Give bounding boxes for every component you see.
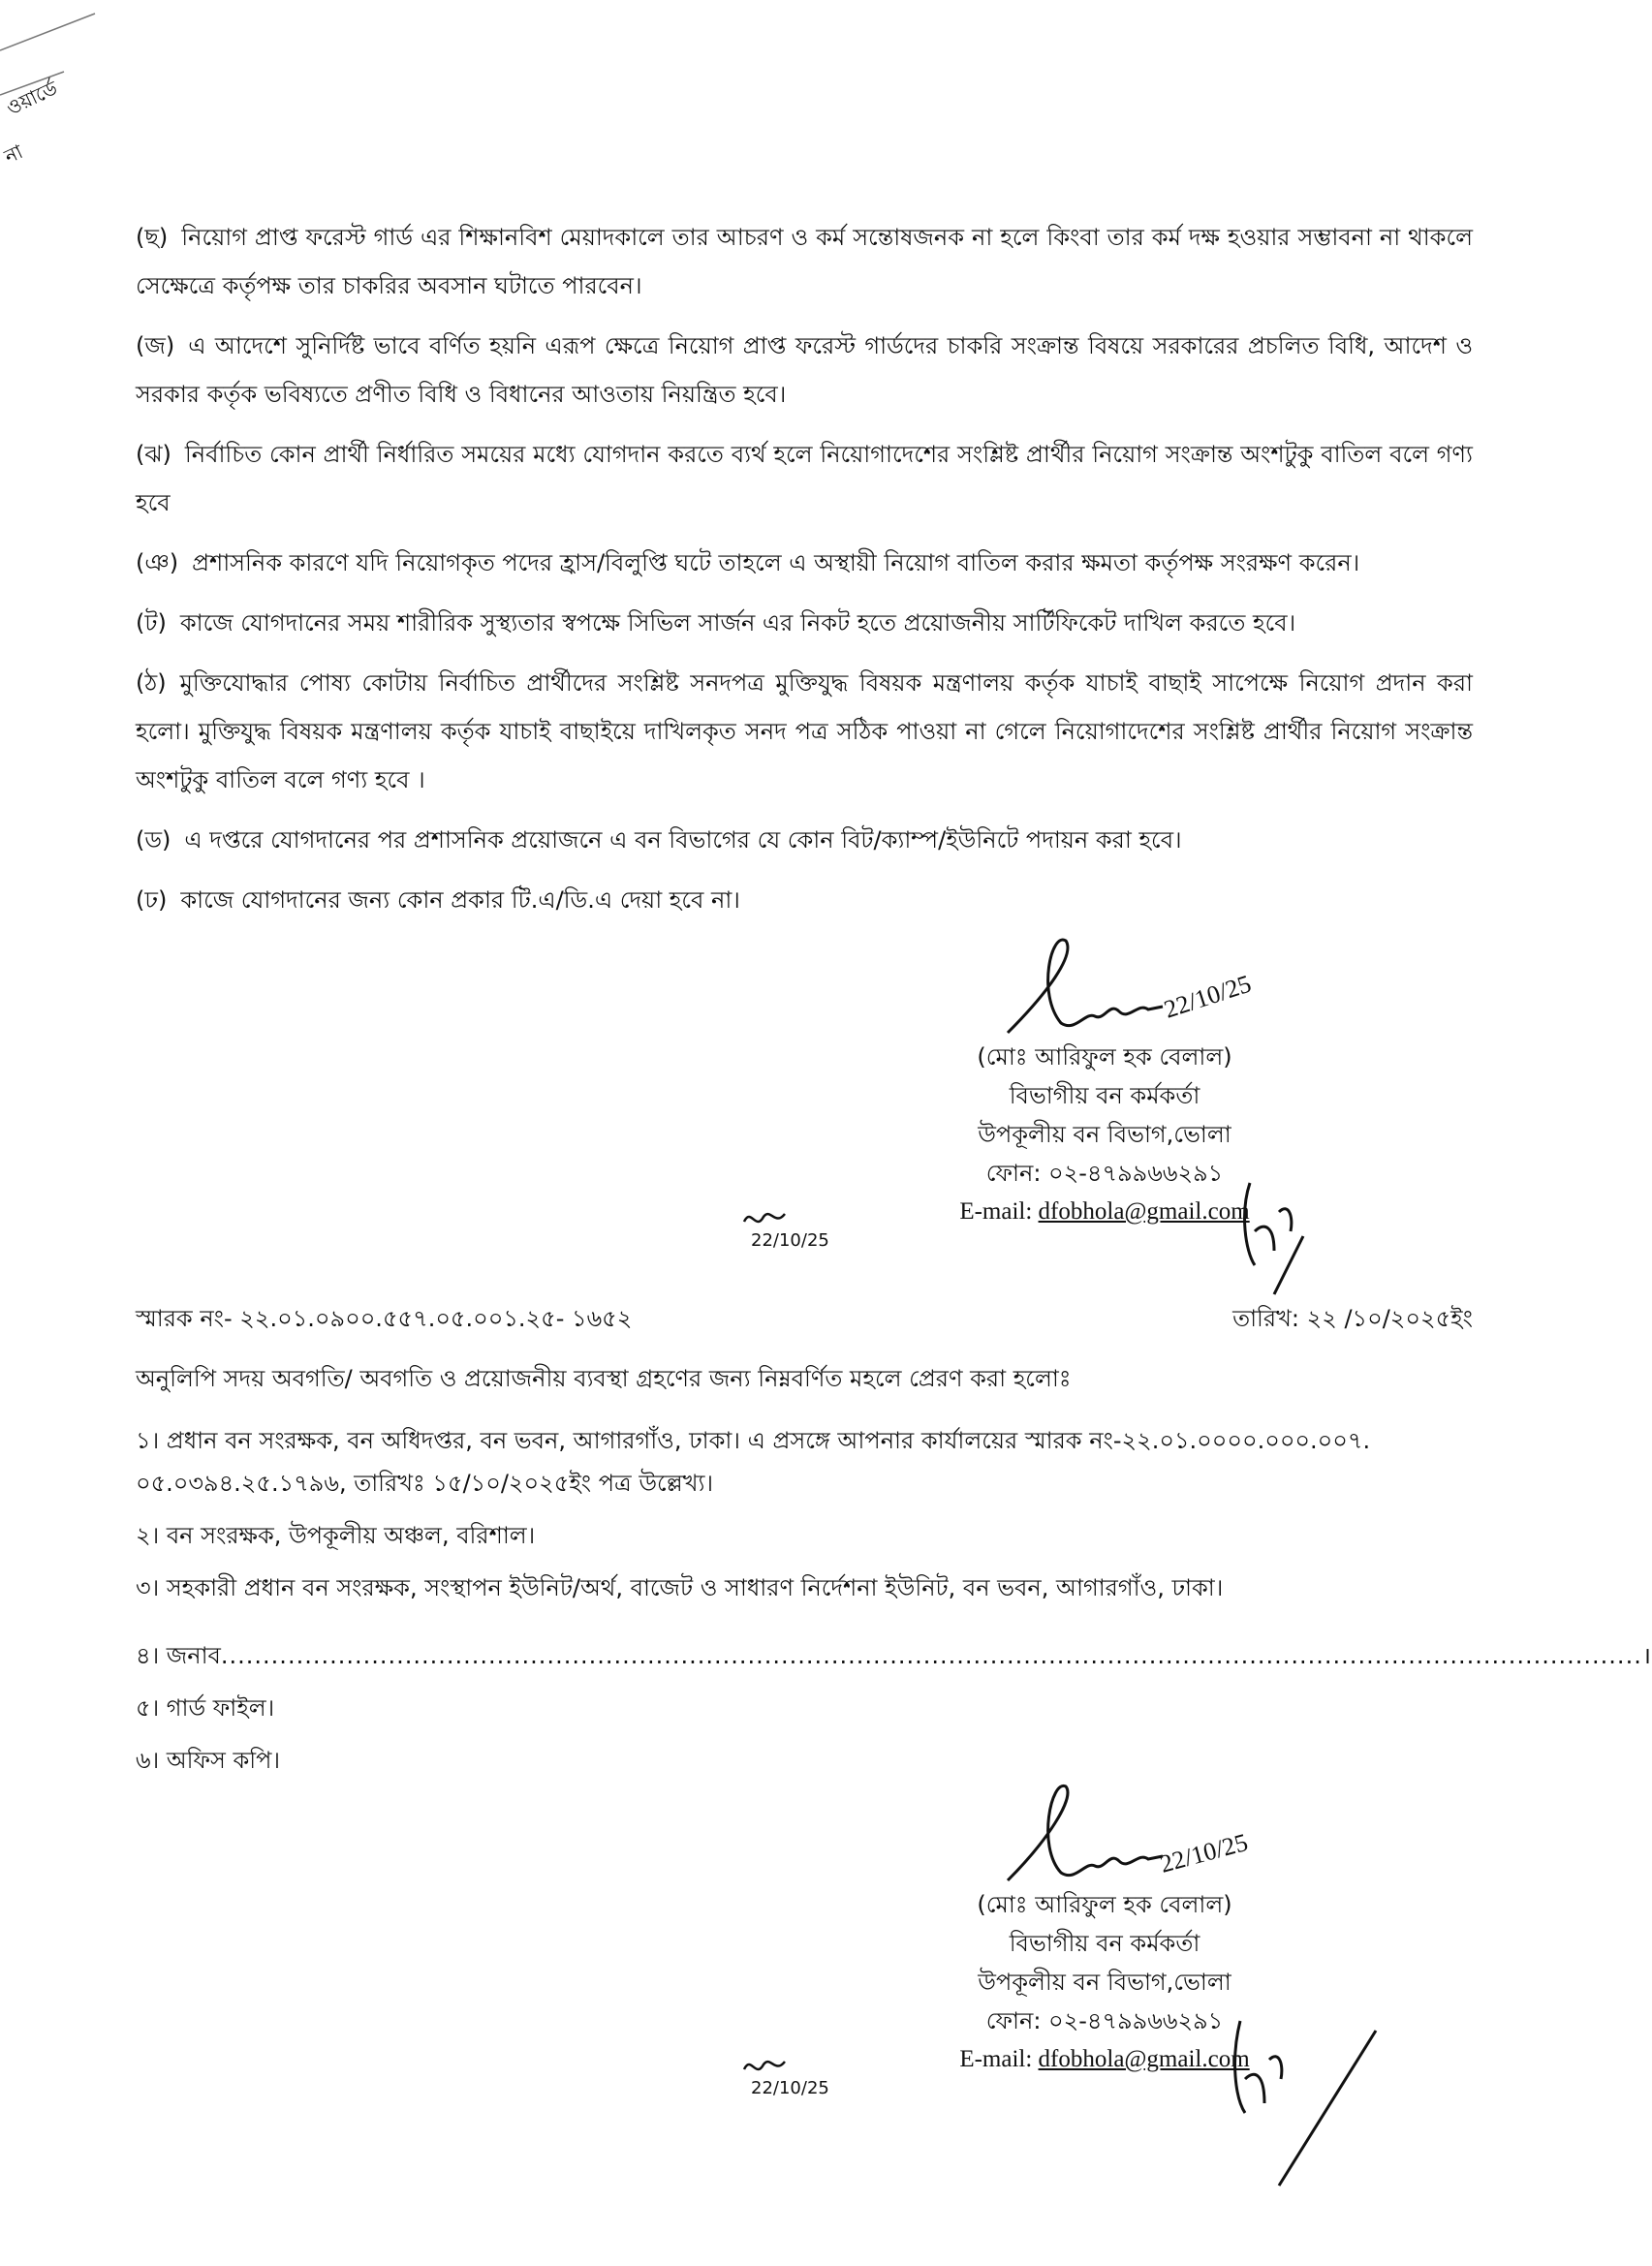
clause-text: এ আদেশে সুনির্দিষ্ট ভাবে বর্ণিত হয়নি এরূপ ক্ষেত্রে নিয়োগ প্রাপ্ত ফরেস্ট গার্ডদের চাকরি সংক্রান্ত বিষয়ে সরকারের প্রচলিত বিধি, আদেশ ও সরকার কর্তৃক ভবিষ্যতে প্রণীত বিধি ও বিধানের আওতায় নিয়ন্ত্রিত হবে। — [136, 332, 1473, 408]
clause-ja — [136, 322, 1473, 419]
copy-item-6: ৬। অফিস কপি। — [136, 1747, 281, 1774]
email-label: E-mail: — [959, 1198, 1033, 1225]
copy-item-1-cont: ০৫.০৩৯৪.২৫.১৭৯৬, তারিখঃ ১৫/১০/২০২৫ইং পত্র উল্লেখ্য। — [136, 1470, 714, 1497]
initial-1 — [736, 1202, 853, 1260]
clause-tha — [136, 659, 1473, 804]
clause-nya — [136, 539, 1473, 587]
signatory-designation: বিভাগীয় বন কর্মকর্তা — [1009, 1082, 1200, 1109]
clause-chha — [136, 213, 1473, 310]
clause-dha — [136, 876, 1473, 924]
memo-number: স্মারক নং- ২২.০১.০৯০০.৫৫৭.০৫.০০১.২৫- ১৬৫২ — [136, 1305, 633, 1332]
signatory-name: (মোঃ আরিফুল হক বেলাল) — [977, 1043, 1232, 1071]
clause-label: (ছ) — [136, 224, 169, 251]
email-label: E-mail: — [959, 2046, 1033, 2072]
countersignature-2 — [1221, 2011, 1395, 2205]
signatory-block-2 — [751, 1784, 1337, 2098]
corner-text: ওয়ার্ডে — [2, 76, 61, 120]
copy-intro: অনুলিপি সদয় অবগতি/ অবগতি ও প্রয়োজনীয় ব্যবস্থা গ্রহণের জন্য নিম্নবর্ণিত মহলে প্রেরণ করা হলোঃ — [136, 1365, 1072, 1392]
signature-date: 22/10/25 — [1160, 969, 1255, 1024]
copy-item-2: ২। বন সংরক্ষক, উপকূলীয় অঞ্চল, বরিশাল। — [136, 1522, 536, 1549]
clause-jha — [136, 430, 1473, 527]
copy-item-1: ১। প্রধান বন সংরক্ষক, বন অধিদপ্তর, বন ভবন, আগারগাঁও, ঢাকা। এ প্রসঙ্গে আপনার কার্যালয়ের স্মারক নং-২২.০১.০০০০.০০০.০০৭. — [136, 1427, 1371, 1454]
clause-text: নির্বাচিত কোন প্রার্থী নির্ধারিত সময়ের মধ্যে যোগদান করতে ব্যর্থ হলে নিয়োগাদেশের সংশ্লিষ্ট প্রার্থীর নিয়োগ সংক্রান্ত অংশটুকু বাতিল বলে গণ্য হবে — [136, 441, 1473, 516]
signatory-phone: ফোন: ০২-৪৭৯৯৬৬২৯১ — [985, 2007, 1224, 2034]
clause-text: এ দপ্তরে যোগদানের পর প্রশাসনিক প্রয়োজনে এ বন বিভাগের যে কোন বিট/ক্যাম্প/ইউনিটে পদায়ন করা হবে। — [184, 826, 1182, 854]
signatory-block-1 — [751, 936, 1337, 1251]
email-link[interactable]: dfobhola@gmail.com — [1038, 2046, 1250, 2072]
clause-label: (ড) — [136, 826, 171, 854]
signatory-name: (মোঃ আরিফুল হক বেলাল) — [977, 1891, 1232, 1918]
clause-label: (জ) — [136, 332, 175, 359]
email-link[interactable]: dfobhola@gmail.com — [1038, 1198, 1250, 1225]
clause-label: (ঢ) — [136, 886, 168, 914]
copy-item-4-blank: ..........................................................................................................................................................................। — [220, 1642, 1652, 1669]
copy-item-3: ৩। সহকারী প্রধান বন সংরক্ষক, সংস্থাপন ইউনিট/অর্থ, বাজেট ও সাধারণ নির্দেশনা ইউনিট, বন ভবন, আগারগাঁও, ঢাকা। — [136, 1574, 1224, 1601]
signature-1 — [998, 936, 1327, 1038]
clause-label: (ঝ) — [136, 441, 171, 468]
initial-date: 22/10/25 — [751, 1230, 829, 1251]
corner-text: না — [0, 140, 27, 169]
copy-item-4-text: ৪। জনাব — [136, 1642, 221, 1669]
clause-text: কাজে যোগদানের জন্য কোন প্রকার টি.এ/ডি.এ দেয়া হবে না। — [180, 886, 740, 914]
initial-2 — [736, 2050, 853, 2108]
countersignature-1 — [1221, 1173, 1327, 1299]
clause-text: নিয়োগ প্রাপ্ত ফরেস্ট গার্ড এর শিক্ষানবিশ মেয়াদকালে তার আচরণ ও কর্ম সন্তোষজনক না হলে কিংবা তার কর্ম দক্ষ হওয়ার সম্ভাবনা না থাকলে সেক্ষেত্রে কর্তৃপক্ষ তার চাকরির অবসান ঘটাতে পারবেন। — [136, 224, 1473, 299]
signature-2 — [998, 1784, 1327, 1885]
clause-label: (ঠ) — [136, 669, 167, 697]
clause-text: কাজে যোগদানের সময় শারীরিক সুস্থ্যতার স্বপক্ষে সিভিল সার্জন এর নিকট হতে প্রয়োজনীয় সার্টিফিকেট দাখিল করতে হবে। — [179, 609, 1296, 636]
copy-item-4 — [136, 1636, 1652, 1675]
signatory-phone: ফোন: ০২-৪৭৯৯৬৬২৯১ — [985, 1160, 1224, 1187]
signatory-office: উপকূলীয় বন বিভাগ,ভোলা — [978, 1121, 1231, 1148]
copy-item-5: ৫। গার্ড ফাইল। — [136, 1694, 275, 1722]
signatory-office: উপকূলীয় বন বিভাগ,ভোলা — [978, 1969, 1231, 1996]
signature-date: 22/10/25 — [1157, 1827, 1251, 1878]
clause-label: (ঞ) — [136, 549, 179, 576]
initial-date: 22/10/25 — [751, 2078, 829, 2098]
memo-date: তারিখ: ২২ /১০/২০২৫ইং — [1232, 1305, 1473, 1332]
signatory-designation: বিভাগীয় বন কর্মকর্তা — [1009, 1930, 1200, 1957]
clause-text: প্রশাসনিক কারণে যদি নিয়োগকৃত পদের হ্রাস/বিলুপ্তি ঘটে তাহলে এ অস্থায়ী নিয়োগ বাতিল করার ক্ষমতা কর্তৃপক্ষ সংরক্ষণ করেন। — [192, 549, 1360, 576]
clause-label: (ট) — [136, 609, 167, 636]
clause-text: মুক্তিযোদ্ধার পোষ্য কোটায় নির্বাচিত প্রার্থীদের সংশ্লিষ্ট সনদপত্র মুক্তিযুদ্ধ বিষয়ক মন্ত্রণালয় কর্তৃক যাচাই বাছাই সাপেক্ষে নিয়োগ প্রদান করা হলো। মুক্তিযুদ্ধ বিষয়ক মন্ত্রণালয় কর্তৃক যাচাই বাছাইয়ে দাখিলকৃত সনদ পত্র সঠিক পাওয়া না গেলে নিয়োগাদেশের সংশ্লিষ্ট প্রার্থীর নিয়োগ সংক্রান্ত অংশটুকু বাতিল বলে গণ্য হবে । — [136, 669, 1473, 793]
memo-row — [136, 1299, 1473, 1338]
clause-ta — [136, 599, 1473, 647]
clause-da — [136, 816, 1473, 864]
